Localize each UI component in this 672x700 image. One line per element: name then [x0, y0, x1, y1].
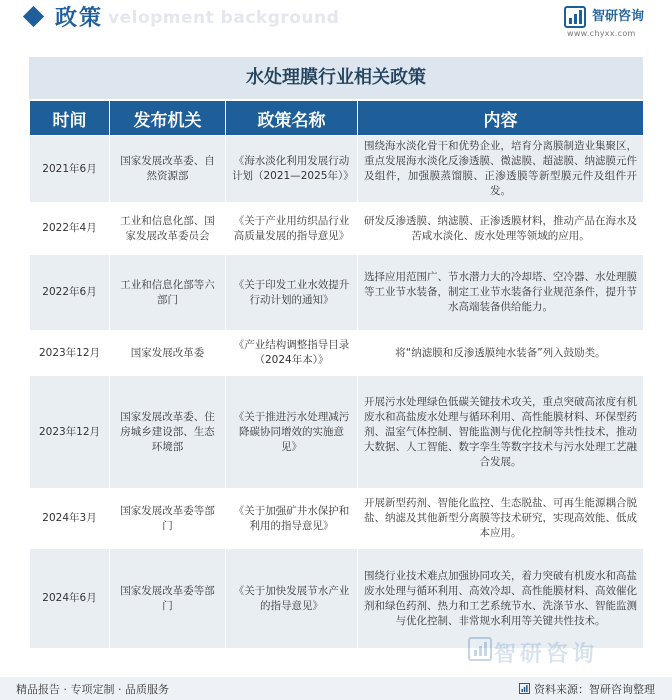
footer	[0, 677, 672, 700]
watermark-logo-icon	[468, 637, 492, 661]
row-policy: 《关于印发工业水效提升行动计划的通知》	[226, 255, 358, 331]
row-content: 开展新型药剂、智能化监控、生态脱盐、可再生能源耦合脱盐、纳滤及其他新型分离膜等技术研究，实现高效能、低成本应用。	[358, 489, 644, 549]
header-background-text: velopment background	[108, 8, 340, 28]
column-header-date: 时间	[30, 101, 110, 136]
row-agency: 国家发展改革委等部门	[110, 489, 226, 549]
table-row	[30, 331, 644, 376]
policy-table	[29, 100, 644, 649]
site-url: www.chyxx.com	[567, 29, 636, 38]
row-agency: 工业和信息化部、国家发展改革委员会	[110, 203, 226, 255]
brand-logo-icon	[564, 6, 586, 28]
row-policy: 《产业结构调整指导目录（2024年本）》	[226, 331, 358, 376]
table-row	[30, 489, 644, 549]
column-header-policy: 政策名称	[226, 101, 358, 136]
row-content: 开展污水处理绿色低碳关键技术攻关，重点突破高浓度有机废水和高盐废水处理与循环利用、高性能膜材料、环保型药剂、温室气体控制、智能监测与优化控制等共性技术，推动大数据、人工智能、数字孪生等数字技术与污水处理工艺融合发展。	[358, 376, 644, 489]
watermark-text: 智研咨询	[494, 642, 599, 667]
row-policy: 《关于产业用纺织品行业高质量发展的指导意见》	[226, 203, 358, 255]
column-header-content: 内容	[358, 101, 644, 136]
row-policy: 《关于加快发展节水产业的指导意见》	[226, 549, 358, 649]
row-date: 2021年6月	[30, 136, 110, 203]
row-date: 2023年12月	[30, 376, 110, 489]
brand-name: 智研咨询	[592, 9, 645, 24]
row-policy: 《关于加强矿井水保护和利用的指导意见》	[226, 489, 358, 549]
table-row	[30, 203, 644, 255]
row-agency: 国家发展改革委等部门	[110, 549, 226, 649]
row-content: 围绕海水淡化骨干和优势企业，培育分离膜制造业集聚区，重点发展海水淡化反渗透膜、微滤膜、超滤膜、纳滤膜元件及组件，加强膜蒸馏膜、正渗透膜等新型膜元件及组件开发。	[358, 136, 644, 203]
policy-table-container	[29, 57, 643, 649]
table-header-row	[30, 101, 644, 136]
footer-source: 资料来源：智研咨询整理	[534, 683, 655, 696]
row-content: 研发反渗透膜、纳滤膜、正渗透膜材料，推动产品在海水及苦咸水淡化、废水处理等领域的应用。	[358, 203, 644, 255]
row-agency: 国家发展改革委、住房城乡建设部、生态环境部	[110, 376, 226, 489]
row-date: 2024年3月	[30, 489, 110, 549]
row-agency: 国家发展改革委	[110, 331, 226, 376]
page-title: 政策	[55, 6, 104, 31]
column-header-agency: 发布机关	[110, 101, 226, 136]
table-title: 水处理膜行业相关政策	[29, 57, 643, 100]
diamond-icon	[23, 6, 44, 27]
row-date: 2022年6月	[30, 255, 110, 331]
row-content: 围绕行业技术难点加强协同攻关，着力突破有机废水和高盐废水处理与循环利用、高效冷却、高性能膜材料、高效催化剂和绿色药剂、热力和工艺系统节水、洗涤节水、智能监测与优化控制、非常规水利用等关键共性技术。	[358, 549, 644, 649]
header	[0, 0, 672, 36]
row-date: 2024年6月	[30, 549, 110, 649]
row-agency: 国家发展改革委、自然资源部	[110, 136, 226, 203]
row-policy: 《海水淡化利用发展行动计划（2021—2025年）》	[226, 136, 358, 203]
source-logo-icon	[519, 683, 530, 694]
row-date: 2023年12月	[30, 331, 110, 376]
row-date: 2022年4月	[30, 203, 110, 255]
row-policy: 《关于推进污水处理减污降碳协同增效的实施意见》	[226, 376, 358, 489]
row-content: 选择应用范围广、节水潜力大的冷却塔、空冷器、水处理膜等工业节水装备，制定工业节水装备行业规范条件，提升节水高端装备供给能力。	[358, 255, 644, 331]
table-row	[30, 549, 644, 649]
table-row	[30, 255, 644, 331]
table-row	[30, 136, 644, 203]
footer-slogan: 精品报告 · 专项定制 · 品质服务	[16, 683, 169, 696]
row-content: 将“纳滤膜和反渗透膜纯水装备”列入鼓励类。	[358, 331, 644, 376]
table-row	[30, 376, 644, 489]
row-agency: 工业和信息化部等六部门	[110, 255, 226, 331]
